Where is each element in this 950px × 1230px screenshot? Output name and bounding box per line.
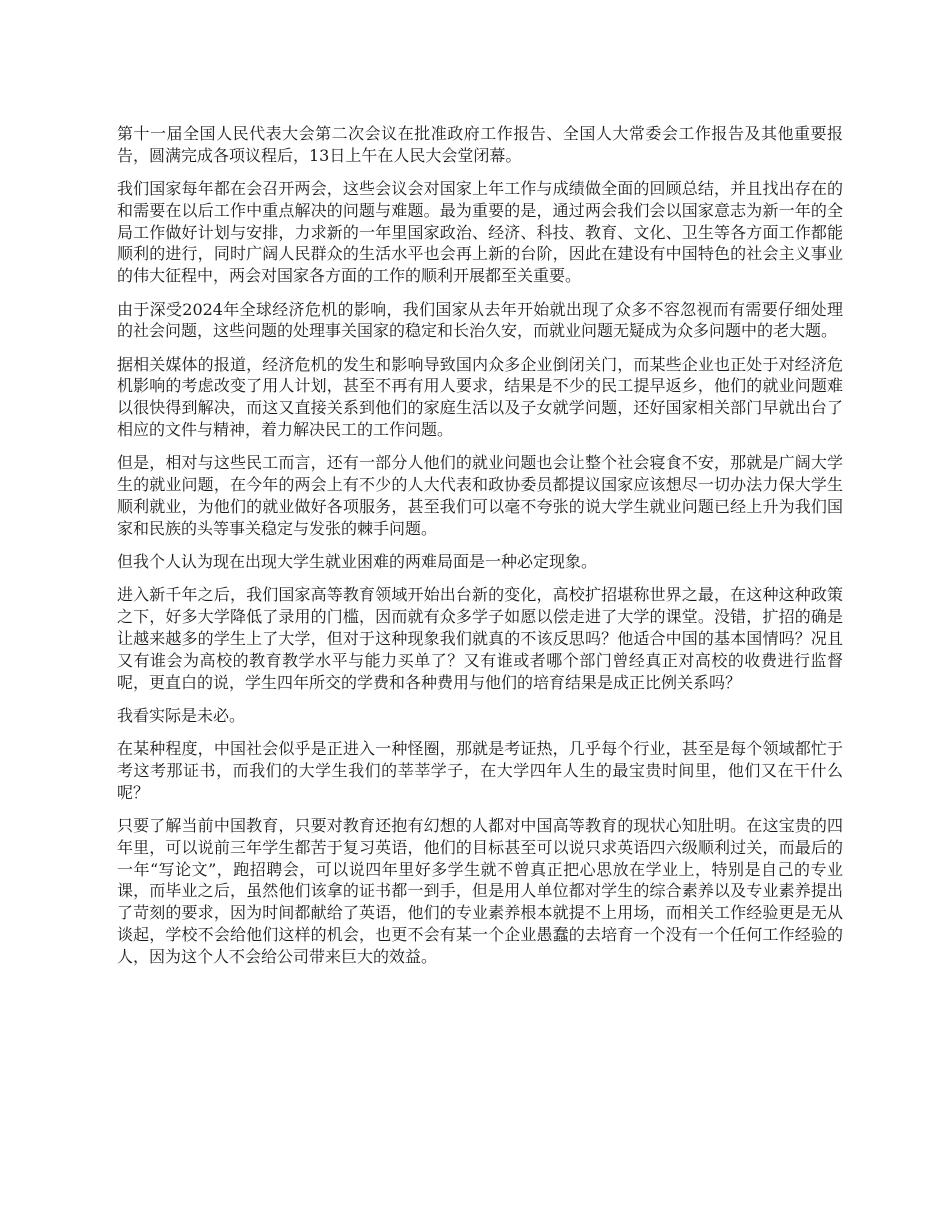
paragraph-3: 由于深受2024年全球经济危机的影响，我们国家从去年开始就出现了众多不容忽视而有需要仔细处理的社会问题，这些问题的处理事关国家的稳定和长治久安，而就业问题无疑成为众多问题中的老大题。 (117, 299, 843, 341)
paragraph-2: 我们国家每年都在会召开两会，这些会议会对国家上年工作与成绩做全面的回顾总结，并且找出存在的和需要在以后工作中重点解决的问题与难题。最为重要的是，通过两会我们会以国家意志为新一年的全局工作做好计划与安排，力求新的一年里国家政治、经济、科技、教育、文化、卫生等各方面工作都能顺利的进行，同时广阔人民群众的生活水平也会再上新的台阶，因此在建设有中国特色的社会主义事业的伟大征程中，两会对国家各方面的工作的顺利开展都至关重要。 (117, 179, 843, 286)
paragraph-1: 第十一届全国人民代表大会第二次会议在批准政府工作报告、全国人大常委会工作报告及其他重要报告，圆满完成各项议程后，13日上午在人民大会堂闭幕。 (117, 124, 843, 165)
paragraph-9: 在某种程度，中国社会似乎是正进入一种怪圈，那就是考证热，几乎每个行业，甚至是每个领域都忙于考这考那证书，而我们的大学生我们的莘莘学子，在大学四年人生的最宝贵时间里，他们又在干什么呢？ (117, 739, 843, 802)
paragraph-10: 只要了解当前中国教育，只要对教育还抱有幻想的人都对中国高等教育的现状心知肚明。在这宝贵的四年里，可以说前三年学生都苦于复习英语，他们的目标甚至可以说只求英语四六级顺利过关，而最后的一年“写论文”，跑招聘会，可以说四年里好多学生就不曾真正把心思放在学业上，特别是自己的专业课，而毕业之后，虽然他们该拿的证书都一到手，但是用人单位都对学生的综合素养以及专业素养提出了苛刻的要求，因为时间都献给了英语，他们的专业素养根本就提不上用场，而相关工作经验更是无从谈起，学校不会给他们这样的机会，也更不会有某一个企业愚蠢的去培育一个没有一个任何工作经验的人，因为这个人不会给公司带来巨大的效益。 (117, 816, 843, 966)
paragraph-4: 据相关媒体的报道，经济危机的发生和影响导致国内众多企业倒闭关门，而某些企业也正处于对经济危机影响的考虑改变了用人计划，甚至不再有用人要求，结果是不少的民工提早返乡，他们的就业问题难以很快得到解决，而这又直接关系到他们的家庭生活以及子女就学问题，还好国家相关部门早就出台了相应的文件与精神，着力解决民工的工作问题。 (117, 354, 843, 440)
paragraph-5: 但是，相对与这些民工而言，还有一部分人他们的就业问题也会让整个社会寝食不安，那就是广阔大学生的就业问题，在今年的两会上有不少的人大代表和政协委员都提议国家应该想尽一切办法力保大学生顺利就业，为他们的就业做好各项服务，甚至我们可以毫不夸张的说大学生就业问题已经上升为我们国家和民族的头等事关稳定与发张的棘手问题。 (117, 453, 843, 538)
paragraph-8: 我看实际是未必。 (117, 705, 246, 725)
document-body (117, 123, 843, 979)
paragraph-7: 进入新千年之后，我们国家高等教育领域开始出台新的变化，高校扩招堪称世界之最，在这种这种政策之下，好多大学降低了录用的门槛，因而就有众多学子如愿以偿走进了大学的课堂。没错，扩招的确是让越来越多的学生上了大学，但对于这种现象我们就真的不该反思吗？他适合中国的基本国情吗？况且又有谁会为高校的教育教学水平与能力买单了？又有谁或者哪个部门曾经真正对高校的收费进行监督呢，更直白的说，学生四年所交的学费和各种费用与他们的培育结果是成正比例关系吗？ (117, 585, 843, 692)
paragraph-6: 但我个人认为现在出现大学生就业困难的两难局面是一种必定现象。 (117, 552, 598, 572)
